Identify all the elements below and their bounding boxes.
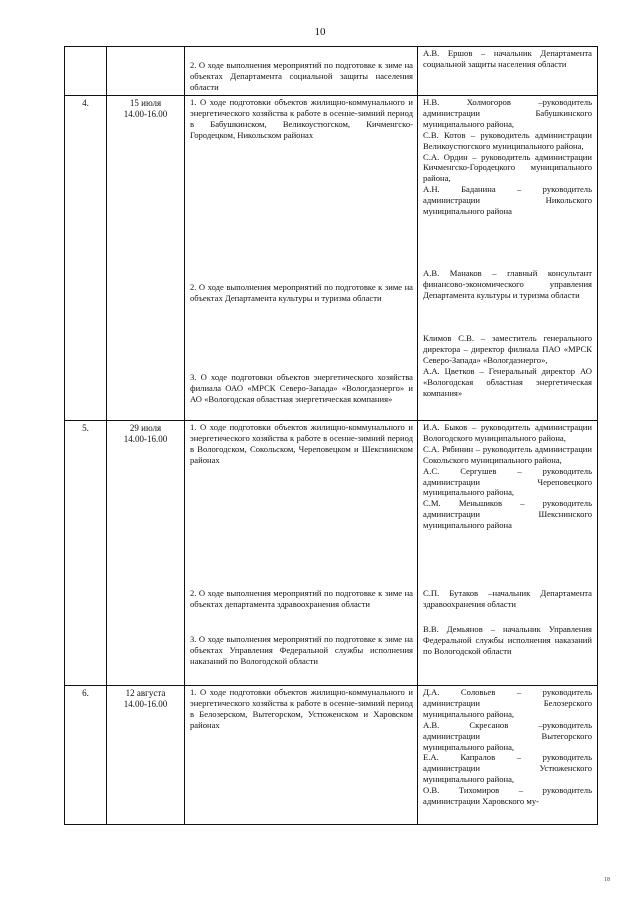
row-time: 14.00-16.00: [123, 109, 168, 119]
topic-text: 1. О ходе подготовки объектов жилищно-коммунального и энергетического хозяйства к работе в осенне-зимний период в Бабушкинском, Великоустюгском, Кичменгско-Городецком, Никольском районах: [190, 97, 413, 140]
responsible-group: [423, 97, 592, 217]
table-row: [65, 47, 598, 96]
topic-text: 1. О ходе подготовки объектов жилищно-коммунального и энергетического хозяйства к работе в осенне-зимний период в Белозерском, Вытегорском, Устюженском и Харовском районах: [190, 687, 413, 730]
responsible-group: [423, 333, 592, 398]
responsible-person: А.В. Скресанов –руководитель администрации Вытегорского муниципального района,: [423, 719, 592, 752]
table-row: [65, 96, 598, 421]
topic-cell: [185, 47, 418, 96]
responsible-group: [423, 687, 592, 807]
responsible-person: А.В. Ершов – начальник Департамента социальной защиты населения области: [423, 48, 592, 69]
topic-cell: [185, 96, 418, 421]
row-number: 5.: [65, 421, 107, 686]
responsible-person: О.В. Тихомиров – руководитель администрации Харовского му-: [423, 785, 592, 807]
row-date: [107, 47, 185, 96]
responsible-person: С.В. Котов – руководитель администрации Великоустюгского муниципального района,: [423, 129, 592, 151]
responsible-person: А.С. Сергушев – руководитель администрации Череповецкого муниципального района,: [423, 465, 592, 498]
table-row: [65, 686, 598, 825]
topic-text: 2. О ходе выполнения мероприятий по подготовке к зиме на объектах департамента здравоохранения области: [190, 588, 413, 609]
table-row: [65, 421, 598, 686]
row-date: 15 июля: [129, 98, 162, 108]
responsible-cell: [418, 96, 598, 421]
responsible-person: А.А. Цветков – Генеральный директор АО «Вологодская областная энергетическая компания»: [423, 365, 592, 398]
topic-cell: [185, 686, 418, 825]
responsible-person: С.П. Бутаков –начальник Департамента здравоохранения области: [423, 588, 592, 609]
topic-text: 1. О ходе подготовки объектов жилищно-коммунального и энергетического хозяйства к работе в осенне-зимний период в Вологодском, Сокольском, Череповецком и Шекснинском районах: [190, 422, 413, 465]
responsible-person: А.Н. Баданина – руководитель администрации Никольского муниципального района: [423, 184, 592, 217]
row-date-cell: [107, 686, 185, 825]
responsible-person: А.В. Манаков – главный консультант финансово-экономического управления Департамента культуры и туризма области: [423, 268, 592, 300]
responsible-group: [423, 422, 592, 531]
topic-text: 3. О ходе подготовки объектов энергетического хозяйства филиала ОАО «МРСК Северо-Запада» «Вологдаэнерго» и АО «Вологодская областная энергетическая компания»: [190, 372, 413, 404]
responsible-person: Е.А. Капралов – руководитель администрации Устюженского муниципального района,: [423, 752, 592, 785]
corner-mark: 18: [604, 877, 610, 883]
responsible-group: [423, 624, 592, 657]
topic-cell: [185, 421, 418, 686]
responsible-group: [423, 588, 592, 610]
row-date-cell: [107, 421, 185, 686]
responsible-person: И.А. Быков – руководитель администрации Вологодского муниципального района,: [423, 422, 592, 443]
row-time: 14.00-16.00: [123, 699, 168, 709]
responsible-person: С.А. Ордин – руководитель администрации Кичменгско-Городецкого муниципального района,: [423, 151, 592, 184]
responsible-person: Климов С.В. – заместитель генерального директора – директор филиала ПАО «МРСК Северо-Запада» «Вологдаэнерго»,: [423, 333, 592, 365]
responsible-person: В.В. Демьянов – начальник Управления Федеральной службы исполнения наказаний по Вологодской области: [423, 624, 592, 656]
responsible-group: [423, 268, 592, 301]
responsible-person: С.А. Рябинин – руководитель администрации Сокольского муниципального района,: [423, 443, 592, 465]
responsible-cell: [418, 47, 598, 96]
row-date: 29 июля: [129, 423, 162, 433]
responsible-person: Д.А. Соловьев – руководитель администрации Белозерского муниципального района,: [423, 687, 592, 719]
page-number: 10: [314, 26, 326, 38]
responsible-person: Н.В. Холмогоров –руководитель администрации Бабушкинского муниципального района,: [423, 97, 592, 129]
topic-text: 2. О ходе выполнения мероприятий по подготовке к зиме на объектах Департамента культуры и туризма области: [190, 282, 413, 303]
row-date: 12 августа: [125, 688, 166, 698]
responsible-group: [423, 48, 592, 70]
row-date-cell: [107, 96, 185, 421]
schedule-table: [64, 46, 598, 825]
row-number: [65, 47, 107, 96]
row-number: 6.: [65, 686, 107, 825]
topic-text: 3. О ходе выполнения мероприятий по подготовке к зиме на объектах Управления Федеральной службы исполнения наказаний по Вологодской области: [190, 634, 413, 666]
responsible-person: С.М. Меньшиков – руководитель администрации Шекснинского муниципального района: [423, 498, 592, 531]
row-number: 4.: [65, 96, 107, 421]
topic-text: 2. О ходе выполнения мероприятий по подготовке к зиме на объектах Департамента социальной защиты населения области: [190, 60, 413, 92]
responsible-cell: [418, 421, 598, 686]
responsible-cell: [418, 686, 598, 825]
row-time: 14.00-16.00: [123, 434, 168, 444]
